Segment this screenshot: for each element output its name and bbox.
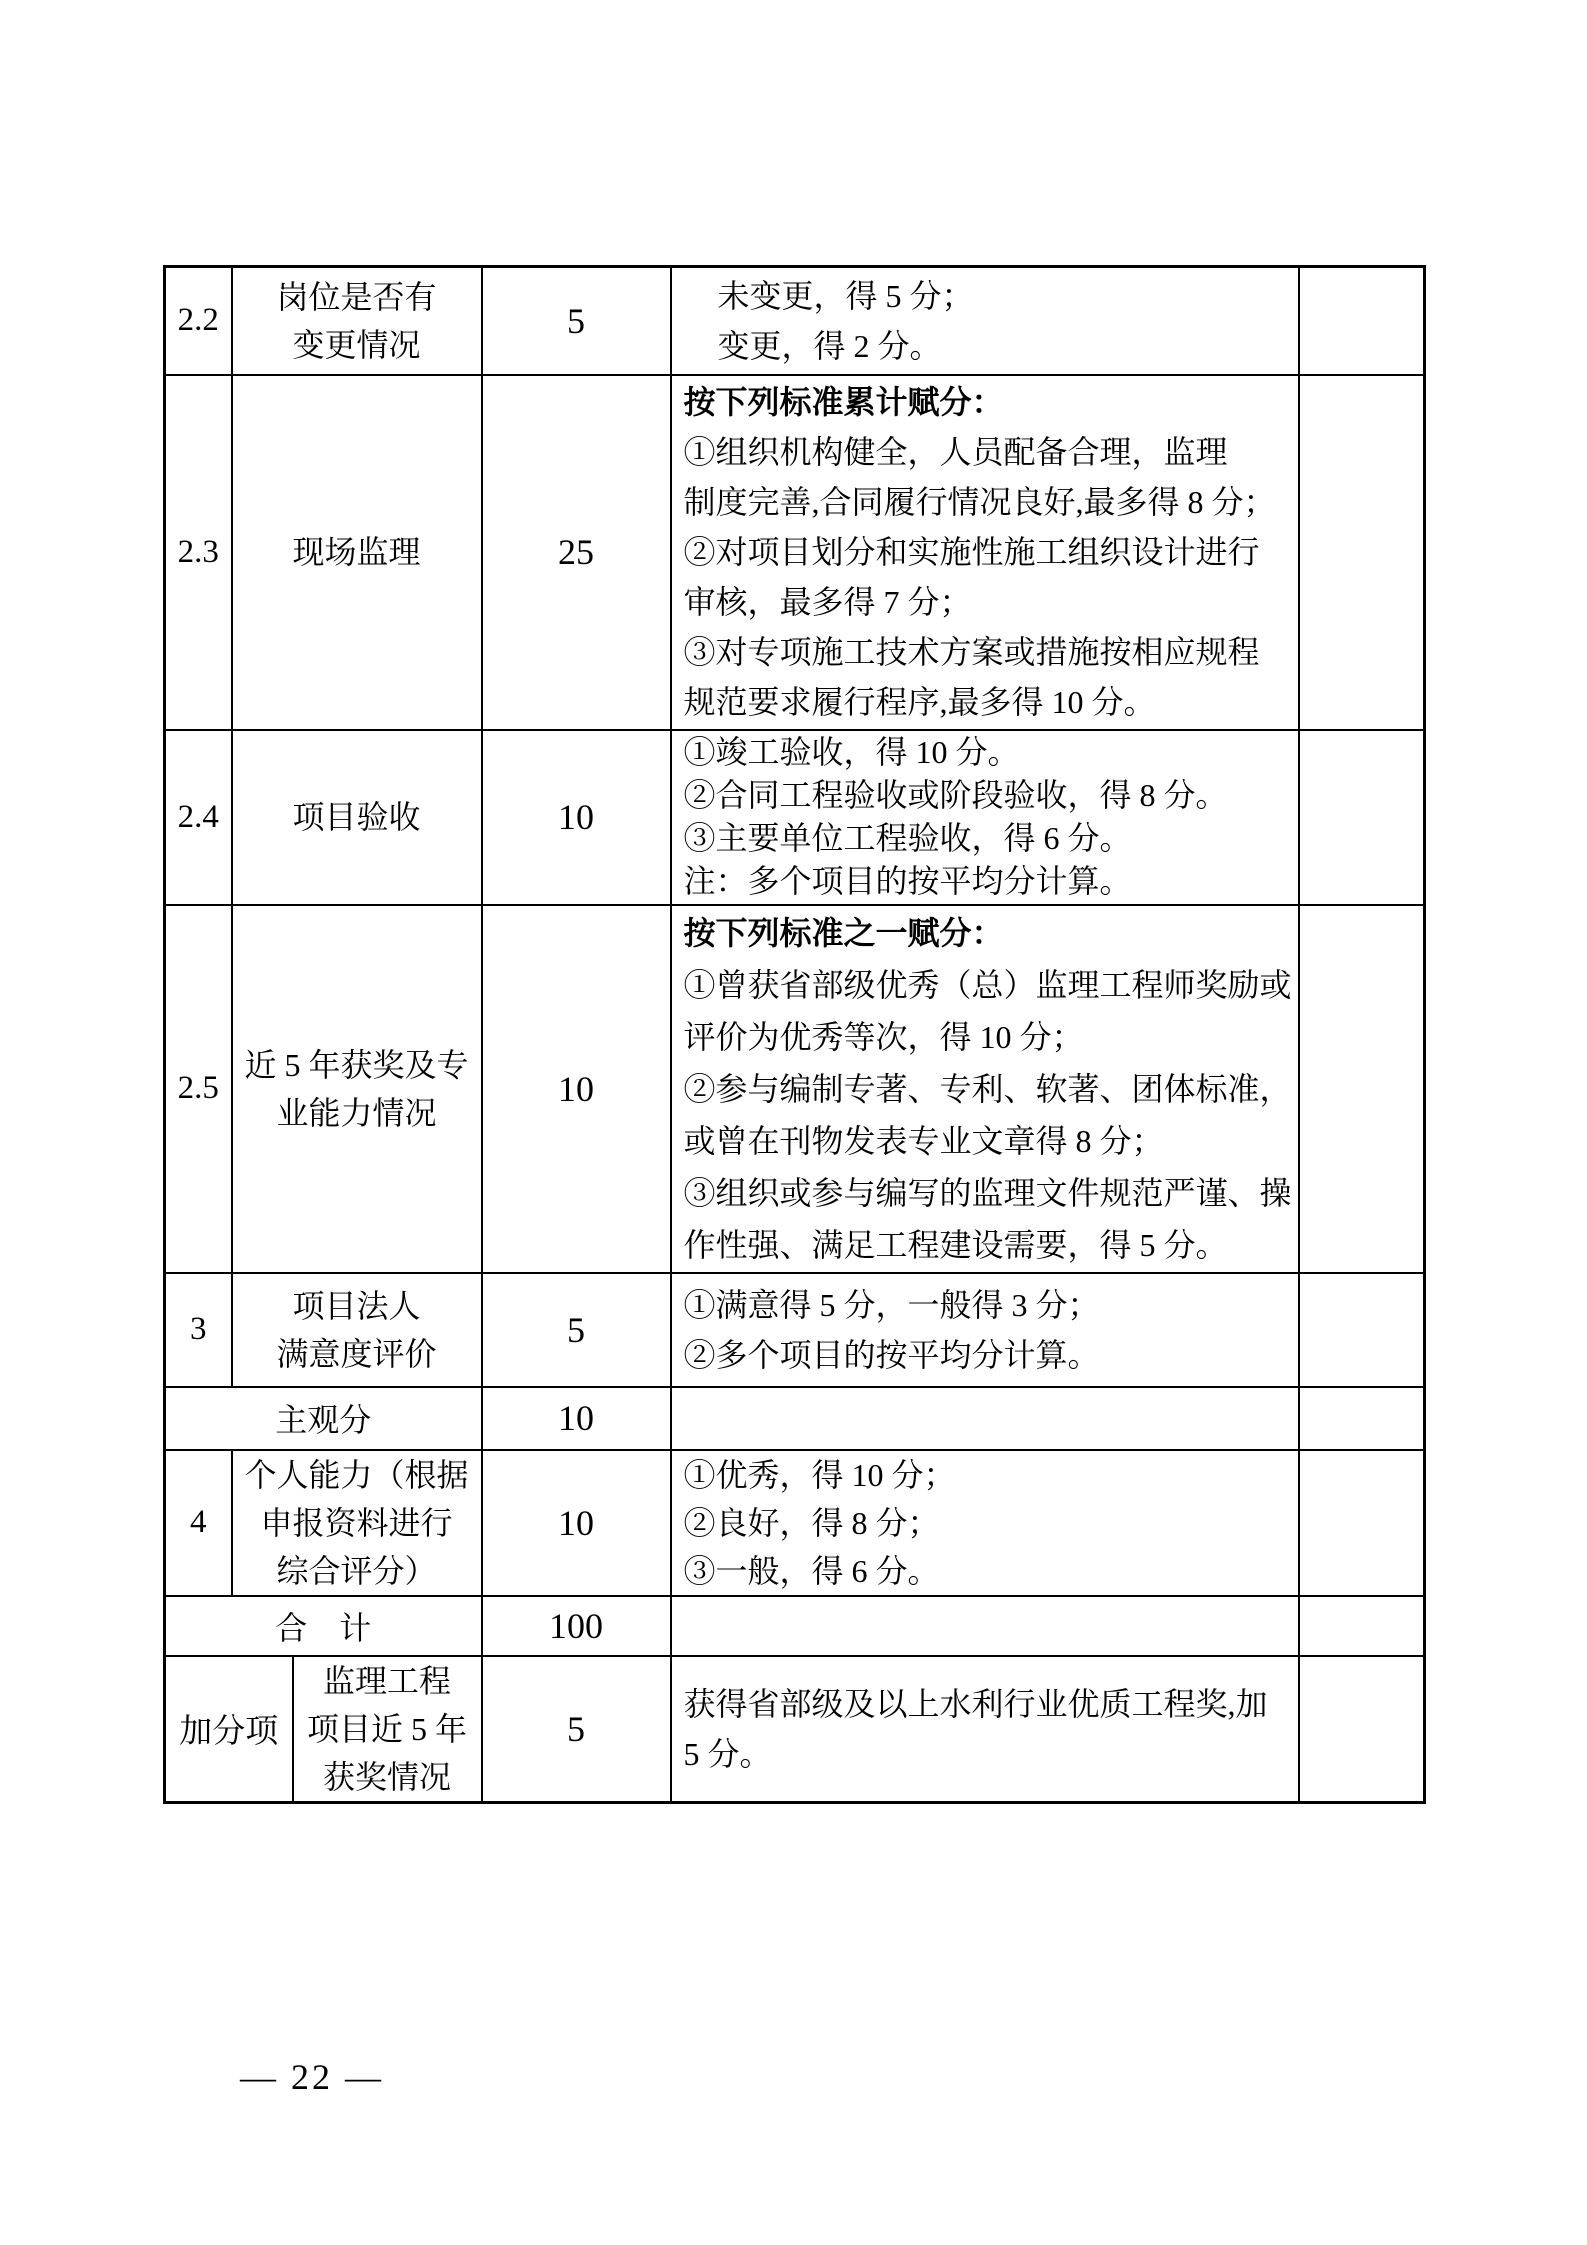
criteria-cell	[671, 1596, 1299, 1656]
table-row-2-4	[165, 730, 1425, 905]
table-row-3	[165, 1273, 1425, 1387]
remark-cell	[1299, 375, 1425, 730]
criteria-line: 作性强、满足工程建设需要，得 5 分。	[683, 1226, 1228, 1263]
criteria-line: ②合同工程验收或阶段验收，得 8 分。	[683, 777, 1228, 813]
criteria-heading: 按下列标准之一赋分：	[683, 914, 1004, 951]
item-name-line: 获奖情况	[323, 1758, 452, 1795]
row-number: 4	[165, 1450, 232, 1596]
criteria-line: ③主要单位工程验收，得 6 分。	[683, 820, 1132, 856]
item-name-line: 个人能力（根据	[244, 1456, 469, 1493]
criteria-line: ②对项目划分和实施性施工组织设计进行	[683, 534, 1260, 570]
remark-cell	[1299, 1450, 1425, 1596]
criteria-line: ①满意得 5 分，一般得 3 分；	[683, 1286, 1100, 1323]
remark-cell	[1299, 1656, 1425, 1803]
criteria-line: 制度完善,合同履行情况良好,最多得 8 分；	[683, 484, 1276, 520]
criteria-line: 未变更，得 5 分；	[717, 277, 974, 314]
scoring-table	[163, 265, 1426, 1804]
score-cell: 25	[482, 375, 671, 730]
page-number: — 22 —	[240, 2057, 384, 2097]
item-name-cell	[232, 1273, 482, 1387]
criteria-cell	[671, 375, 1299, 730]
item-name-cell	[293, 1656, 482, 1803]
item-name-cell	[232, 1450, 482, 1596]
score-cell: 10	[482, 905, 671, 1273]
item-name-line: 近 5 年获奖及专	[244, 1046, 469, 1083]
score-cell: 10	[482, 1387, 671, 1450]
remark-cell	[1299, 905, 1425, 1273]
criteria-cell	[671, 267, 1299, 375]
table-row-bonus	[165, 1656, 1425, 1803]
table-row-total	[165, 1596, 1425, 1656]
remark-cell	[1299, 267, 1425, 375]
total-label: 合 计	[165, 1596, 482, 1656]
item-name-line: 现场监理	[292, 534, 421, 570]
score-cell: 5	[482, 1656, 671, 1803]
bonus-label: 加分项	[165, 1656, 293, 1803]
item-name-line: 申报资料进行	[260, 1504, 453, 1541]
item-name-line: 项目近 5 年	[307, 1710, 468, 1747]
criteria-line: 审核，最多得 7 分；	[683, 584, 972, 620]
remark-cell	[1299, 1596, 1425, 1656]
criteria-line: 变更，得 2 分。	[717, 327, 942, 364]
table-row-2-2	[165, 267, 1425, 375]
criteria-cell	[671, 1273, 1299, 1387]
table-row-2-3	[165, 375, 1425, 730]
remark-cell	[1299, 1273, 1425, 1387]
criteria-heading: 按下列标准累计赋分：	[683, 384, 1004, 420]
criteria-line: ③一般，得 6 分。	[683, 1552, 940, 1589]
row-number: 3	[165, 1273, 232, 1387]
criteria-line: 规范要求履行程序,最多得 10 分。	[683, 684, 1156, 720]
item-name-cell	[232, 375, 482, 730]
table-row-subjective-score	[165, 1387, 1425, 1450]
criteria-line: 或曾在刊物发表专业文章得 8 分；	[683, 1122, 1164, 1159]
criteria-cell	[671, 730, 1299, 905]
subjective-score-label: 主观分	[165, 1387, 482, 1450]
score-cell: 5	[482, 1273, 671, 1387]
row-number: 2.4	[165, 730, 232, 905]
row-number: 2.3	[165, 375, 232, 730]
criteria-line: ②良好，得 8 分；	[683, 1504, 940, 1541]
criteria-cell	[671, 1387, 1299, 1450]
criteria-line: 注：多个项目的按平均分计算。	[683, 863, 1132, 899]
row-number: 2.5	[165, 905, 232, 1273]
item-name-line: 项目验收	[292, 799, 421, 835]
criteria-line: ②多个项目的按平均分计算。	[683, 1336, 1100, 1373]
criteria-cell	[671, 905, 1299, 1273]
criteria-line: ①组织机构健全，人员配备合理，监理	[683, 434, 1228, 470]
score-cell: 10	[482, 730, 671, 905]
criteria-line: 5 分。	[683, 1735, 772, 1772]
item-name-cell	[232, 730, 482, 905]
item-name-line: 监理工程	[323, 1662, 452, 1699]
table-row-4	[165, 1450, 1425, 1596]
criteria-cell	[671, 1450, 1299, 1596]
score-cell: 10	[482, 1450, 671, 1596]
criteria-line: ①曾获省部级优秀（总）监理工程师奖励或	[683, 966, 1292, 1003]
score-cell: 5	[482, 267, 671, 375]
item-name-line: 业能力情况	[276, 1094, 437, 1131]
criteria-line: ③组织或参与编写的监理文件规范严谨、操	[683, 1174, 1292, 1211]
criteria-line: ②参与编制专著、专利、软著、团体标准，	[683, 1070, 1292, 1107]
criteria-line: ③对专项施工技术方案或措施按相应规程	[683, 634, 1260, 670]
criteria-line: 获得省部级及以上水利行业优质工程奖,加	[683, 1685, 1268, 1722]
row-number: 2.2	[165, 267, 232, 375]
score-cell: 100	[482, 1596, 671, 1656]
item-name-line: 项目法人	[292, 1287, 421, 1324]
table-row-2-5	[165, 905, 1425, 1273]
remark-cell	[1299, 1387, 1425, 1450]
criteria-line: ①优秀，得 10 分；	[683, 1456, 956, 1493]
criteria-cell	[671, 1656, 1299, 1803]
item-name-line: 岗位是否有	[276, 278, 437, 315]
item-name-cell	[232, 905, 482, 1273]
item-name-line: 满意度评价	[276, 1335, 437, 1372]
item-name-cell	[232, 267, 482, 375]
criteria-line: 评价为优秀等次，得 10 分；	[683, 1018, 1084, 1055]
criteria-line: ①竣工验收，得 10 分。	[683, 734, 1020, 770]
item-name-line: 综合评分）	[276, 1552, 437, 1589]
remark-cell	[1299, 730, 1425, 905]
item-name-line: 变更情况	[292, 326, 421, 363]
